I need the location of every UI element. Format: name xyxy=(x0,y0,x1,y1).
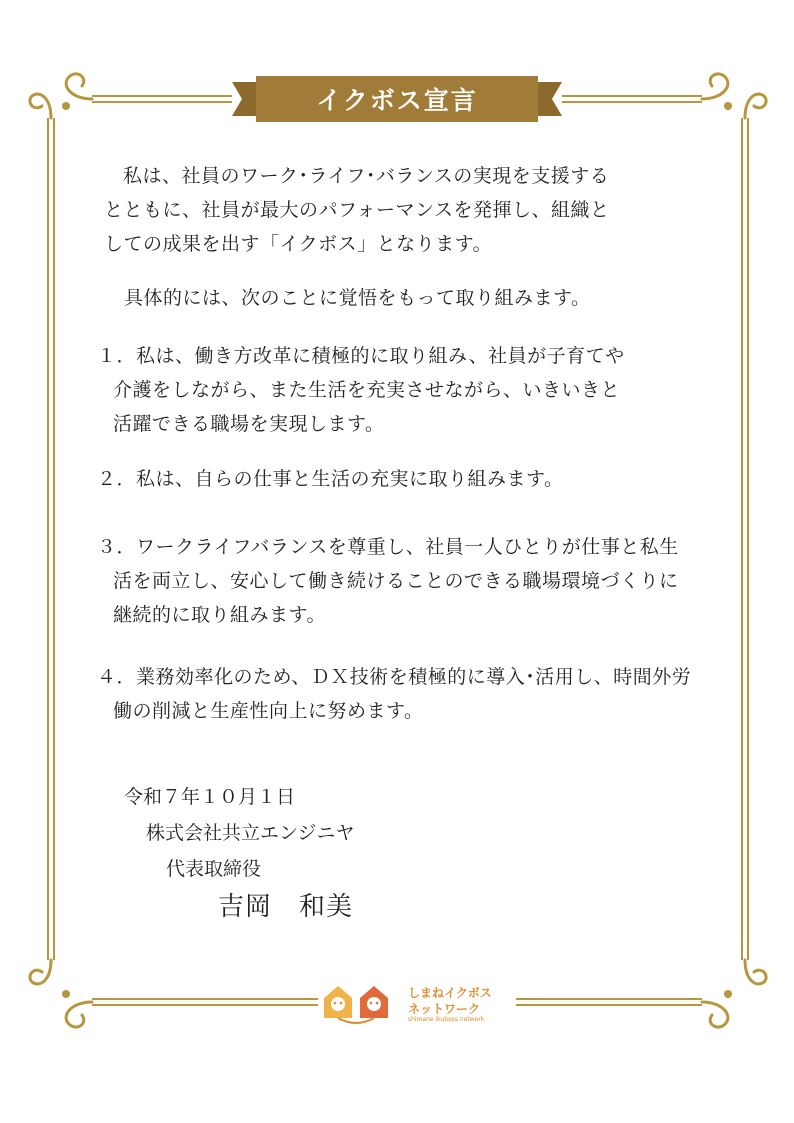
signatory-name: 吉岡 和美 xyxy=(218,892,354,922)
list-item-line: ２．私は、自らの仕事と生活の充実に取り組みます。 xyxy=(97,468,564,490)
title-banner xyxy=(232,76,562,122)
page-title: イクボス宣言 xyxy=(316,86,478,115)
list-item xyxy=(97,462,563,496)
list-item-line: 継続的に取り組みます。 xyxy=(113,604,326,626)
company-name: 株式会社共立エンジニヤ xyxy=(146,822,355,844)
list-item-line: 活を両立し、安心して働き続けることのできる職場環境づくりに xyxy=(113,570,679,592)
intro-paragraph xyxy=(104,159,609,261)
list-item-line: 活躍できる職場を実現します。 xyxy=(113,413,385,435)
list-item-line: 働の削減と生産性向上に努めます。 xyxy=(113,700,424,722)
logo-text: ネットワーク xyxy=(408,1002,481,1016)
logo-text: しまねイクボス xyxy=(408,986,492,1000)
list-item xyxy=(97,530,679,632)
date: 令和７年１０月１日 xyxy=(124,786,296,808)
intro-line: しての成果を出す「イクボス」となります。 xyxy=(104,233,493,255)
list-item-line: １．私は、働き方改革に積極的に取り組み、社員が子育てや xyxy=(97,345,625,367)
list-item-line: 介護をしながら、また生活を充実させながら、いきいきと xyxy=(113,379,621,401)
lead-sentence: 具体的には、次のことに覚悟をもって取り組みます。 xyxy=(124,287,591,309)
intro-line: とともに、社員が最大のパフォーマンスを発揮し、組織と xyxy=(104,199,610,221)
intro-line: 私は、社員のワーク･ライフ･バランスの実現を支援する xyxy=(123,165,610,187)
list-item xyxy=(97,339,625,441)
list-item-line: ３．ワークライフバランスを尊重し、社員一人ひとりが仕事と私生 xyxy=(97,536,679,558)
logo-subtext: shimane ikuboss network xyxy=(408,1016,485,1023)
list-item-line: ４．業務効率化のため、ＤＸ技術を積極的に導入･活用し、時間外労 xyxy=(97,666,692,688)
list-item xyxy=(97,660,691,728)
position-title: 代表取締役 xyxy=(166,858,262,880)
